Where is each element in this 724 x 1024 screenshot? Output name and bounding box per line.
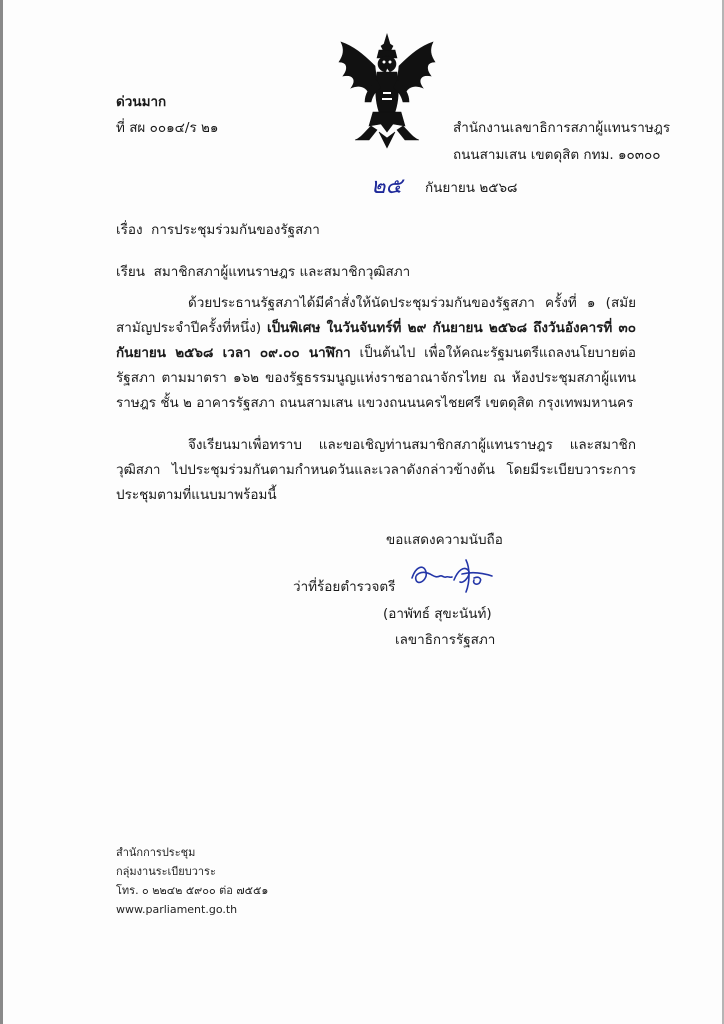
recipient-label: เรียน [116, 264, 146, 280]
footer-website: www.parliament.go.th [116, 903, 238, 916]
subject-text: การประชุมร่วมกันของรัฐสภา [151, 222, 320, 238]
footer-unit: สำนักการประชุม [116, 846, 196, 859]
signature [408, 556, 496, 596]
urgency-label: ด่วนมาก [116, 94, 167, 110]
date-day: ๒๕ [371, 174, 403, 199]
signer-position: เลขาธิการรัฐสภา [395, 632, 496, 648]
footer-phone: โทร. ๐ ๒๒๔๒ ๕๙๐๐ ต่อ ๗๕๕๑ [116, 884, 269, 897]
office-name: สำนักงานเลขาธิการสภาผู้แทนราษฎร [453, 120, 671, 136]
office-address: ถนนสามเสน เขตดุสิต กทม. ๑๐๓๐๐ [453, 147, 661, 163]
body-paragraph-2 [116, 433, 636, 508]
date-month-year: กันยายน ๒๕๖๘ [425, 180, 518, 196]
body-paragraph-1 [116, 291, 636, 416]
recipient-line [116, 263, 410, 281]
subject-line [116, 221, 320, 239]
recipient-text: สมาชิกสภาผู้แทนราษฎร และสมาชิกวุฒิสภา [153, 264, 411, 280]
paragraph-1-text-cont: เป็นต้นไป เพื่อให้คณะรัฐมนตรีแถลงนโยบายต่อรัฐสภา ตามมาตรา ๑๖๒ ของรัฐธรรมนูญแห่งราชอาณาจักรไทย ณ ห้องประชุมสภาผู้แทนราษฎร ชั้น ๒ อาคารรัฐสภา ถนนสามเสน แขวงถนนนครไชยศรี เขตดุสิต กรุงเทพมหานคร [116, 345, 636, 411]
paragraph-1-text: ด้วยประธานรัฐสภาได้มีคำสั่งให้นัดประชุมร่วมกันของรัฐสภา ครั้งที่ ๑ (สมัยสามัญประจำปีครั้งที่หนึ่ง) [116, 295, 636, 336]
reference-number: ที่ สผ ๐๐๑๔/ร ๒๑ [116, 120, 219, 136]
paragraph-2-text: จึงเรียนมาเพื่อทราบ และขอเชิญท่านสมาชิกสภาผู้แทนราษฎร และสมาชิกวุฒิสภา ไปประชุมร่วมกันตามกำหนดวันและเวลาดังกล่าวข้างต้น โดยมีระเบียบวาระการประชุมตามที่แนบมาพร้อมนี้ [116, 437, 636, 503]
paragraph-1-bold-text: เป็นพิเศษ ในวันจันทร์ที่ ๒๙ กันยายน ๒๕๖๘ ถึงวันอังคารที่ ๓๐ กันยายน ๒๕๖๘ เวลา ๐๙.๐๐ นาฬิกา [116, 320, 637, 361]
signer-rank: ว่าที่ร้อยตำรวจตรี [293, 579, 396, 595]
signer-name: (อาพัทธ์ สุขะนันท์) [383, 606, 492, 622]
footer-group: กลุ่มงานระเบียบวาระ [116, 865, 216, 878]
subject-label: เรื่อง [116, 222, 143, 238]
closing-regards: ขอแสดงความนับถือ [386, 532, 503, 548]
garuda-emblem [335, 32, 439, 150]
